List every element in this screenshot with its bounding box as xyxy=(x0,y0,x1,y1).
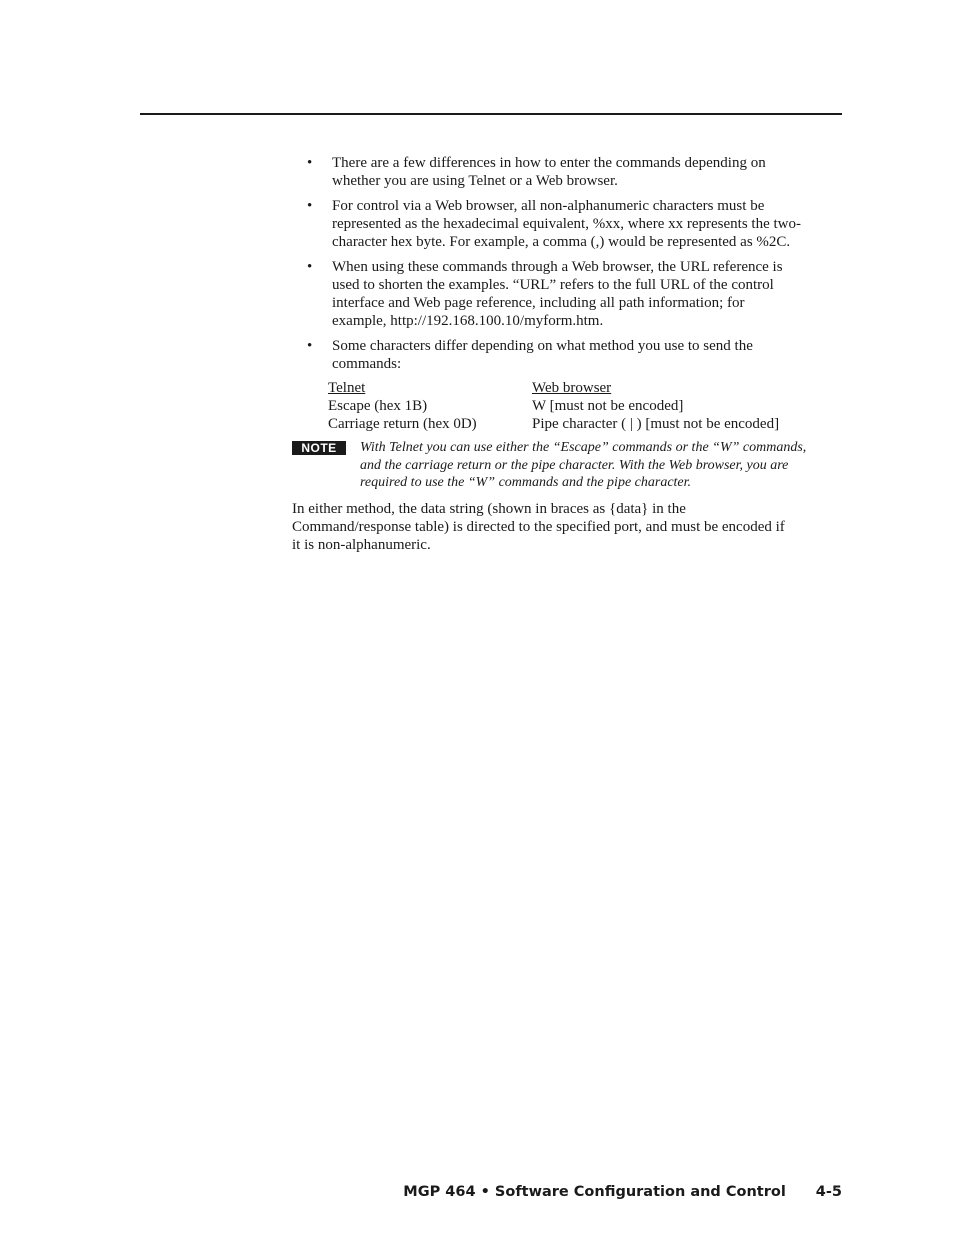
bullet-dot: • xyxy=(307,155,313,171)
bullet-list xyxy=(292,154,844,373)
methods-row xyxy=(328,397,844,415)
bullet-line: For control via a Web browser, all non-alphanumeric characters must be xyxy=(332,198,765,214)
methods-row xyxy=(328,415,844,433)
note-badge: NOTE xyxy=(292,441,346,455)
bullet-line: character hex byte. For example, a comma (,) would be represented as %2C. xyxy=(332,234,791,250)
page-footer xyxy=(403,1184,842,1200)
note-line: and the carriage return or the pipe character. With the Web browser, you are xyxy=(360,457,789,473)
bullet-line: whether you are using Telnet or a Web browser. xyxy=(332,173,618,189)
web-browser-cell: W [must not be encoded] xyxy=(532,398,684,414)
telnet-cell: Escape (hex 1B) xyxy=(328,398,428,414)
note-line: With Telnet you can use either the “Escape” commands or the “W” commands, xyxy=(360,440,807,455)
web-browser-cell: Pipe character ( | ) [must not be encoded] xyxy=(532,416,780,432)
bullet-line: interface and Web page reference, including all path information; for xyxy=(332,295,745,311)
footer-title: MGP 464 • Software Configuration and Control xyxy=(403,1184,786,1200)
bullet-line: used to shorten the examples. “URL” refers to the full URL of the control xyxy=(332,277,774,293)
paragraph-line: it is non-alphanumeric. xyxy=(292,536,431,553)
body-paragraph xyxy=(292,500,844,554)
bullet-dot: • xyxy=(307,198,313,214)
methods-table xyxy=(328,379,844,433)
bullet-item xyxy=(292,197,844,251)
page-number: 4-5 xyxy=(815,1184,842,1200)
header-rule xyxy=(140,113,842,115)
bullet-item xyxy=(292,337,844,373)
note-block xyxy=(292,439,844,492)
bullet-dot: • xyxy=(307,338,313,354)
bullet-line: When using these commands through a Web browser, the URL reference is xyxy=(332,259,783,275)
telnet-cell: Carriage return (hex 0D) xyxy=(328,416,477,432)
bullet-line: There are a few differences in how to enter the commands depending on xyxy=(332,155,766,171)
bullet-item xyxy=(292,258,844,330)
bullet-line: example, http://192.168.100.10/myform.htm. xyxy=(332,313,604,329)
web-browser-header: Web browser xyxy=(532,380,612,396)
telnet-header: Telnet xyxy=(328,380,366,396)
bullet-line: Some characters differ depending on what method you use to send the xyxy=(332,338,753,354)
paragraph-line: Command/response table) is directed to the specified port, and must be encoded if xyxy=(292,518,785,535)
bullet-line: represented as the hexadecimal equivalent, %xx, where xx represents the two- xyxy=(332,216,801,232)
note-line: required to use the “W” commands and the pipe character. xyxy=(360,475,692,490)
bullet-line: commands: xyxy=(332,356,402,372)
paragraph-line: In either method, the data string (shown in braces as {data} in the xyxy=(292,500,686,517)
bullet-dot: • xyxy=(307,259,313,275)
page-content xyxy=(292,154,844,554)
bullet-item xyxy=(292,154,844,190)
methods-header-row xyxy=(328,379,844,397)
